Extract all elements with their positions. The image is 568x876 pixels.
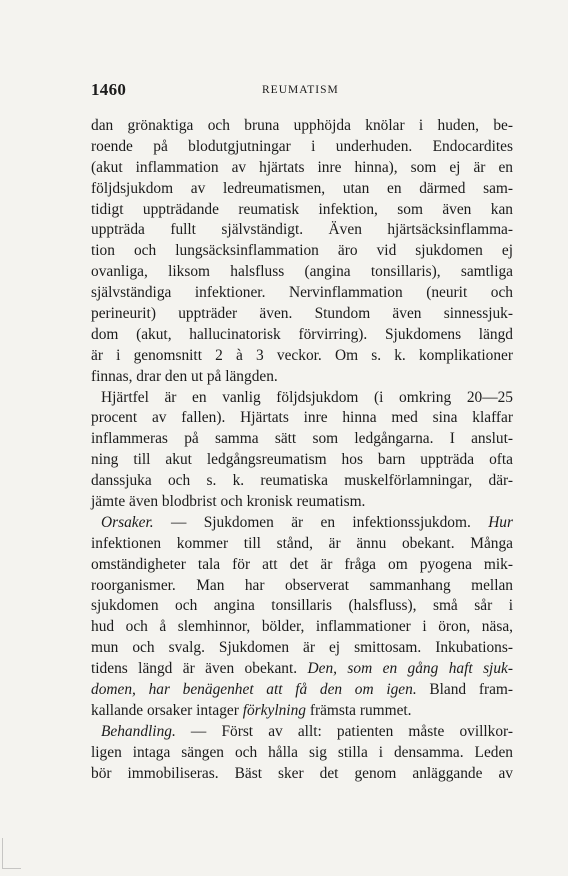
text-line: självständiga infektioner. Nervinflammation (neurit och [91, 284, 513, 302]
text-run: — Först av allt: patienten måste ovillkor- [175, 722, 513, 740]
text-line: jämte även blodbrist och kronisk reumatism. [91, 493, 366, 511]
text-line [91, 513, 513, 534]
text-line: infektionen kommer till stånd, är ännu obekant. Många [91, 534, 513, 552]
text-line: sjukdomen och angina tonsillaris (halsfluss), små sår i [91, 597, 513, 615]
text-line: finnas, drar den ut på längden. [91, 367, 278, 385]
text-line: uppträda fullt självständigt. Även hjärtsäcksinflamma- [91, 221, 513, 239]
page-number: 1460 [91, 80, 127, 99]
page-edge-mark [2, 838, 21, 869]
italic-run: förkylning [242, 701, 306, 719]
text-line: mun och svalg. Sjukdomen är ej smittosam. Inkubations- [91, 639, 513, 657]
text-line: danssjuka och s. k. reumatiska muskelförlamningar, där- [91, 472, 513, 490]
text-run: tidens längd är även obekant. [91, 660, 308, 678]
text-line: ovanliga, liksom halsfluss (angina tonsillaris), samtliga [91, 263, 513, 281]
text-line: bör immobiliseras. Bäst sker det genom anläggande av [91, 764, 513, 782]
text-line: dan grönaktiga och bruna upphöjda knölar i huden, be- [91, 117, 513, 134]
body-text [91, 116, 513, 785]
text-line: dom (akut, hallucinatorisk förvirring). Sjukdomens längd [91, 325, 513, 343]
italic-run: Den, som en gång haft sjuk- [307, 660, 513, 678]
text-line: tidigt uppträdande reumatisk infektion, som även kan [91, 200, 513, 218]
text-run: Bland fram- [416, 681, 514, 699]
text-line [91, 701, 513, 722]
subheading-behandling: Behandling. [101, 722, 176, 740]
text-line [91, 722, 513, 743]
italic-run: Hur [488, 513, 513, 531]
text-line: roorganismer. Man har observerat sammanhang mellan [91, 576, 513, 594]
text-line: ligen intaga sängen och hålla sig stilla i densamma. Leden [91, 743, 513, 761]
text-line: procent av fallen). Hjärtats inre hinna med sina klaffar [91, 409, 513, 427]
subheading-orsaker: Orsaker. [101, 513, 154, 531]
text-line: Hjärtfel är en vanlig följdsjukdom (i omkring 20—25 [101, 388, 513, 406]
text-line: hud och å slemhinnor, bölder, inflammationer i öron, näsa, [91, 618, 513, 636]
text-run: främsta rummet. [305, 701, 412, 719]
section-title: REUMATISM [262, 84, 339, 96]
text-line: perineurit) uppträder även. Stundom även sinnessjuk- [91, 305, 513, 323]
text-line [91, 659, 513, 680]
text-line [91, 680, 513, 701]
text-run: — Sjukdomen är en infektionssjukdom. [153, 513, 489, 531]
text-line: följdsjukdom av ledreumatismen, utan en därmed sam- [91, 179, 513, 197]
italic-run: domen, har benägenhet att få den om igen. [91, 681, 417, 699]
text-run: kallande orsaker intager [91, 701, 243, 719]
text-line: är i genomsnitt 2 à 3 veckor. Om s. k. komplikationer [91, 346, 513, 364]
running-head [91, 80, 501, 100]
text-line: (akut inflammation av hjärtats inre hinna), som ej är en [91, 158, 513, 176]
text-line: roende på blodutgjutningar i underhuden. Endocardites [91, 137, 513, 155]
text-line: ning till akut ledgångsreumatism hos barn uppträda ofta [91, 451, 513, 469]
text-line: tion och lungsäcksinflammation äro vid sjukdomen ej [91, 242, 513, 260]
text-line: omständigheter tala för att det är fråga om pyogena mik- [91, 555, 513, 573]
text-line: inflammeras på samma sätt som ledgångarna. I anslut- [91, 430, 513, 448]
